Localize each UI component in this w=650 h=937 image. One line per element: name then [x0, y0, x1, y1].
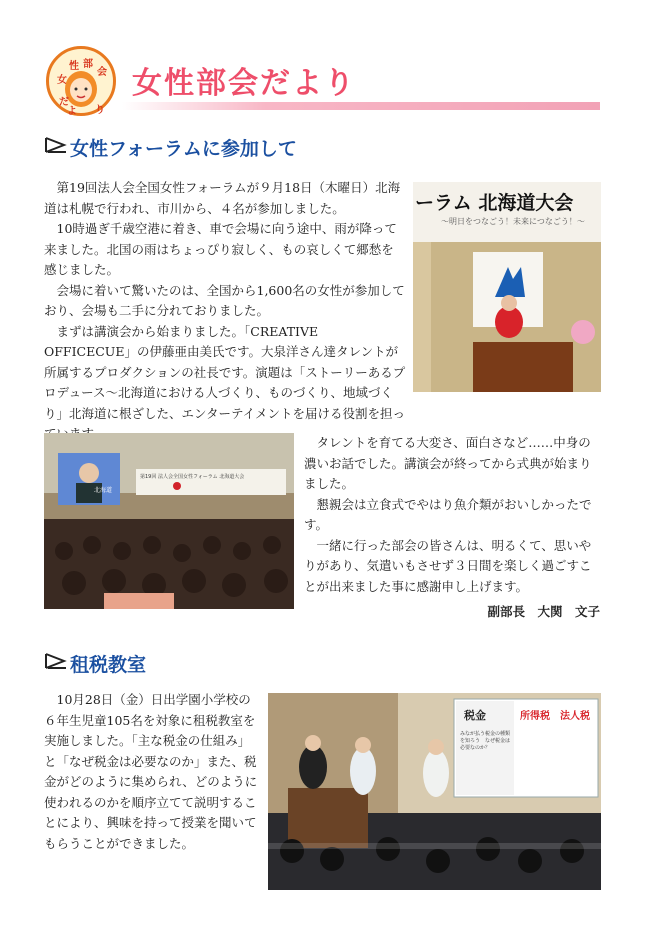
logo-char: 部 [83, 59, 93, 70]
board-label-tax-types: 所得税 法人税 [520, 711, 590, 722]
board-note: みなが払う税金の種類を知ろう なぜ税金は必要なのか？ [460, 731, 511, 751]
forum-text-right [304, 433, 600, 597]
photo-banner-subtext: 〜明日をつなごう！未来につなごう！〜 [441, 217, 585, 226]
paragraph: 10月28日（金）日出学園小学校の６年生児童105名を対象に租税教室を実施しました。「主な税金の仕組み」と「なぜ税金は必要なのか」また、税金がどのように集められ、どのように使われるのかを順序立てて説明することにより、興味を持って授業を聞いてもらうことができました。 [44, 692, 258, 851]
paragraph: 10時過ぎ千歳空港に着き、車で会場に向う途中、雨が降って来ました。北国の雨はちょっぴり寂しく、もの哀しくて郷愁を感じました。 [44, 221, 397, 277]
forum-text-top [44, 178, 406, 445]
paragraph: 一緒に行った部会の皆さんは、明るくて、思いやりがあり、気遣いもさせず３日間を楽しく過ごすことが出来ました事に感謝申し上げます。 [304, 537, 592, 594]
logo-char: よ [67, 106, 77, 117]
photo-conference-hall [44, 433, 294, 609]
logo-char: 性 [69, 61, 79, 72]
page-title: 女性部会だより [132, 66, 356, 101]
logo-char: り [95, 105, 105, 116]
hall-photo-illustration [44, 433, 294, 609]
tax-text [44, 690, 258, 854]
paragraph: 会場に着いて驚いたのは、全国から1,600名の女性が参加しており、会場も二手に分れておりました。 [44, 282, 405, 318]
title-underline [122, 102, 600, 110]
paragraph: 第19回法人会全国女性フォーラムが９月18日（木曜日）北海道は札幌で行われ、市川から、４名が参加しました。 [44, 180, 401, 216]
paragraph: 懇親会は立食式でやはり魚介類がおいしかったです。 [304, 496, 592, 532]
section-heading-forum: 女性フォーラムに参加して [70, 138, 297, 160]
hall-banner-text: 第19回 法人会全国女性フォーラム 北海道大会 [140, 474, 245, 480]
photo-tax-classroom [268, 693, 601, 890]
logo-char: 会 [97, 67, 107, 78]
author-signature: 副部長 大関 文子 [487, 604, 600, 619]
board-label-tax: 税金 [464, 709, 486, 722]
pencil-arrow-icon-svg [44, 136, 68, 154]
logo-char: 女 [57, 75, 67, 86]
pencil-arrow-icon [44, 136, 68, 159]
photo-banner-text: ーラム 北海道大会 [415, 192, 574, 214]
section-heading-tax: 租税教室 [70, 654, 147, 676]
paragraph: まずは講演会から始まりました。「CREATIVE OFFICECUE」の伊藤亜由美氏です。大泉洋さん達タレントが所属するプロダクションの社長です。演題は「ストーリーあるプロデュース～北海道における人づくり、ものづくり、地域づくり」北海道に根ざした、エンターテイメントを届ける役割を担っ [44, 323, 406, 421]
logo-char: だ [59, 97, 69, 108]
classroom-photo-illustration [268, 693, 601, 890]
photo-speaker [413, 182, 601, 392]
newsletter-logo [46, 46, 116, 116]
paragraph: タレントを育てる大変さ、面白さなど……中身の濃いお話でした。講演会が終ってから式典が始まりました。 [304, 435, 592, 491]
pencil-arrow-icon-svg [44, 652, 68, 670]
screen-label: 北海道 [94, 487, 113, 494]
pencil-arrow-icon [44, 652, 68, 675]
